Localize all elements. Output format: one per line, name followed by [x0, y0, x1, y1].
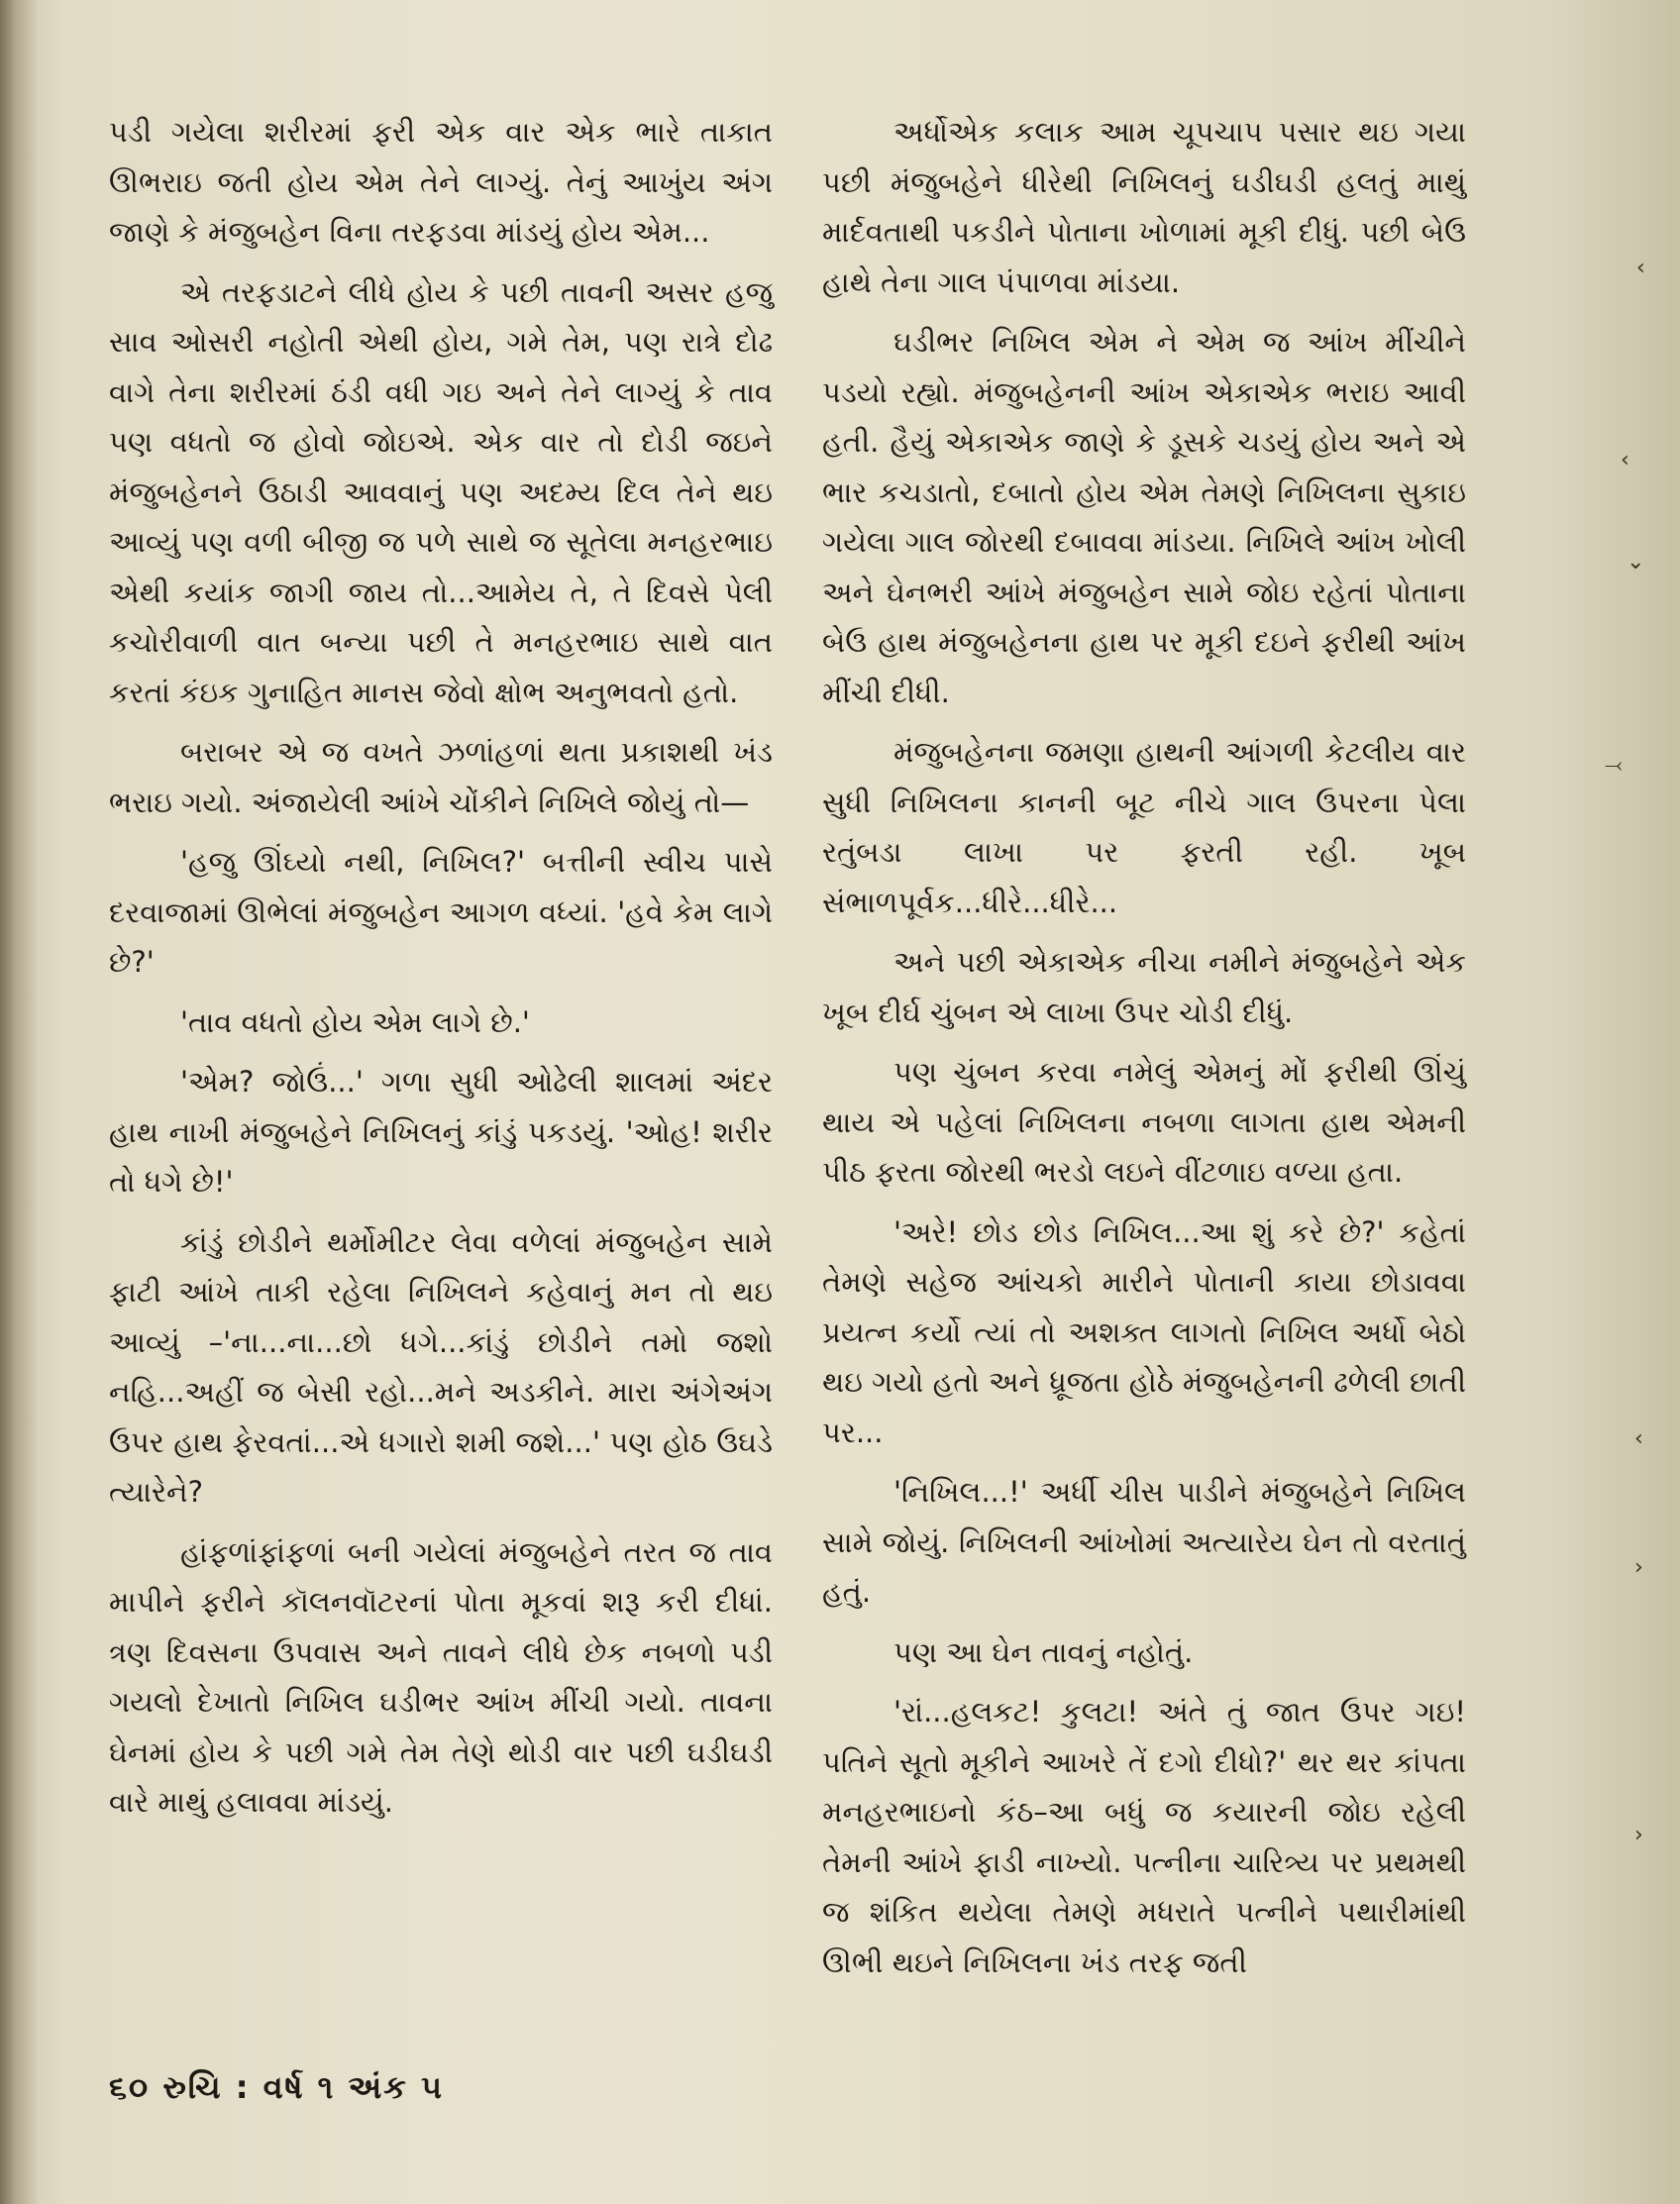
margin-mark-icon: ›	[1634, 1823, 1643, 1847]
paragraph: 'તાવ વધતો હોય એમ લાગે છે.'	[180, 1004, 530, 1039]
margin-mark-icon: ‹	[1634, 1426, 1643, 1451]
page-footer: ૬૦ રુચિ : વર્ષ ૧ અંક ૫	[109, 2068, 444, 2106]
paragraph: મંજુબહેનના જમણા હાથની આંગળી કેટલીય વાર સુધી નિખિલના કાનની બૂટ નીચે ગાલ ઉપરના પેલા રતુંબડા લાખા પર ફરતી રહી. ખૂબ સંભાળપૂર્વક...ધીરે...ધીરે...	[822, 735, 1466, 919]
paragraph: ઘડીભર નિખિલ એમ ને એમ જ આંખ મીંચીને પડયો રહ્યો. મંજુબહેનની આંખ એકાએક ભરાઇ આવી હતી. હૈયું એકાએક જાણે કે ડૂસકે ચડયું હોય અને એ ભાર કચડાતો, દબાતો હોય એમ તેમણે નિખિલના સુકાઇ ગયેલા ગાલ જોરથી દબાવવા માંડયા. નિખિલે આંખ ખોલી અને ઘેનભરી આંખે મંજુબહેન સામે જોઇ રહેતાં પોતાના બેઉ હાથ મંજુબહેનના હાથ પર મૂકી દઇને ફરીથી આંખ મીંચી દીધી.	[822, 325, 1466, 709]
paragraph: એ તરફડાટને લીધે હોય કે પછી તાવની અસર હજુ સાવ ઓસરી નહોતી એથી હોય, ગમે તેમ, પણ રાત્રે દોઢ વાગે તેના શરીરમાં ઠંડી વધી ગઇ અને તેને લાગ્યું કે તાવ પણ વધતો જ હોવો જોઇએ. એક વાર તો દોડી જઇને મંજુબહેનને ઉઠાડી આવવાનું પણ અદમ્ય દિલ તેને થઇ આવ્યું પણ વળી બીજી જ પળે સાથે જ સૂતેલા મનહરભાઇ એથી કયાંક જાગી જાય તો...આમેય તે, તે દિવસે પેલી કચોરીવાળી વાત બન્યા પછી તે મનહરભાઇ સાથે વાત કરતાં કંઇક ગુનાહિત માનસ જેવો ક્ષોભ અનુભવતો હતો.	[109, 274, 773, 709]
paragraph: પણ આ ઘેન તાવનું નહોતું.	[893, 1634, 1194, 1669]
right-column	[822, 107, 1466, 1997]
paragraph: અને પછી એકાએક નીચા નમીને મંજુબહેને એક ખૂબ દીર્ઘ ચુંબન એ લાખા ઉપર ચોડી દીધું.	[822, 945, 1466, 1029]
margin-mark-icon: ›	[1634, 1555, 1643, 1580]
paragraph: પડી ગયેલા શરીરમાં ફરી એક વાર એક ભારે તાકાત ઊભરાઇ જતી હોય એમ તેને લાગ્યું. તેનું આખુંય અંગ જાણે કે મંજુબહેન વિના તરફડવા માંડયું હોય એમ...	[109, 115, 773, 249]
paragraph: કાંડું છોડીને થર્મોમીટર લેવા વળેલાં મંજુબહેન સામે ફાટી આંખે તાકી રહેલા નિખિલને કહેવાનું મન તો થઇ આવ્યું –'ના...ના...છો ધગે...કાંડું છોડીને તમો જશો નહિ...અહીં જ બેસી રહો...મને અડકીને. મારા અંગેઅંગ ઉપર હાથ ફેરવતાં...એ ધગારો શમી જશે...' પણ હોઠ ઉઘડે ત્યારેને?	[109, 1224, 773, 1509]
margin-mark-icon: ⌄	[1627, 550, 1645, 575]
margin-mark-icon: ⤙	[1605, 753, 1623, 778]
paragraph: 'અરે! છોડ છોડ નિખિલ...આ શું કરે છે?' કહેતાં તેમણે સહેજ આંચકો મારીને પોતાની કાયા છોડાવવા પ્રયત્ન કર્યો ત્યાં તો અશક્ત લાગતો નિખિલ અર્ધો બેઠો થઇ ગયો હતો અને ધ્રૂજતા હોઠે મંજુબહેનની ઢળેલી છાતી પર...	[822, 1214, 1466, 1449]
paragraph: 'એમ? જોઉં...' ગળા સુધી ઓઢેલી શાલમાં અંદર હાથ નાખી મંજુબહેને નિખિલનું કાંડું પકડયું. 'ઓહ! શરીર તો ધગે છે!'	[109, 1065, 773, 1199]
margin-mark-icon: ‹	[1636, 256, 1645, 280]
paragraph: બરાબર એ જ વખતે ઝળાંહળાં થતા પ્રકાશથી ખંડ ભરાઇ ગયો. અંજાયેલી આંખે ચોંકીને નિખિલે જોયું તો—	[109, 735, 773, 819]
paragraph: 'હજુ ઊંઘ્યો નથી, નિખિલ?' બત્તીની સ્વીચ પાસે દરવાજામાં ઊભેલાં મંજુબહેન આગળ વધ્યાં. 'હવે કેમ લાગે છે?'	[109, 845, 773, 979]
left-column	[109, 107, 773, 1837]
paragraph: 'નિખિલ...!' અર્ધી ચીસ પાડીને મંજુબહેને નિખિલ સામે જોયું. નિખિલની આંખોમાં અત્યારેય ઘેન તો વરતાતું હતું.	[822, 1475, 1466, 1609]
paragraph: પણ ચુંબન કરવા નમેલું એમનું મોં ફરીથી ઊંચું થાય એ પહેલાં નિખિલના નબળા લાગતા હાથ એમની પીઠ ફરતા જોરથી ભરડો લઇને વીંટળાઇ વળ્યા હતા.	[822, 1055, 1466, 1189]
paragraph: 'રાં...હલકટ! કુલટા! અંતે તું જાત ઉપર ગઇ! પતિને સૂતો મૂકીને આખરે તેં દગો દીધો?' થર થર કાંપતા મનહરભાઇનો કંઠ–આ બધું જ કયારની જોઇ રહેલી તેમની આંખે ફાડી નાખ્યો. પત્નીના ચારિત્ર્ય પર પ્રથમથી જ શંકિત થયેલા તેમણે મધરાતે પત્નીને પથારીમાંથી ઊભી થઇને નિખિલના ખંડ તરફ જતી	[822, 1695, 1466, 1979]
paragraph: અર્ધોએક કલાક આમ ચૂપચાપ પસાર થઇ ગયા પછી મંજુબહેને ધીરેથી નિખિલનું ઘડીઘડી હલતું માથું માર્દવતાથી પકડીને પોતાના ખોળામાં મૂકી દીધું. પછી બેઉ હાથે તેના ગાલ પંપાળવા માંડયા.	[822, 115, 1466, 299]
paragraph: હાંફળાંફાંફળાં બની ગયેલાં મંજુબહેને તરત જ તાવ માપીને ફરીને કૉલનવૉટરનાં પોતા મૂકવાં શરૂ કરી દીધાં. ત્રણ દિવસના ઉપવાસ અને તાવને લીધે છેક નબળો પડી ગયલો દેખાતો નિખિલ ઘડીભર આંખ મીંચી ગયો. તાવના ઘેનમાં હોય કે પછી ગમે તેમ તેણે થોડી વાર પછી ઘડીઘડી વારે માથું હલાવવા માંડયું.	[109, 1534, 773, 1819]
binding-shadow	[0, 0, 40, 2204]
margin-mark-icon: ‹	[1621, 448, 1629, 472]
